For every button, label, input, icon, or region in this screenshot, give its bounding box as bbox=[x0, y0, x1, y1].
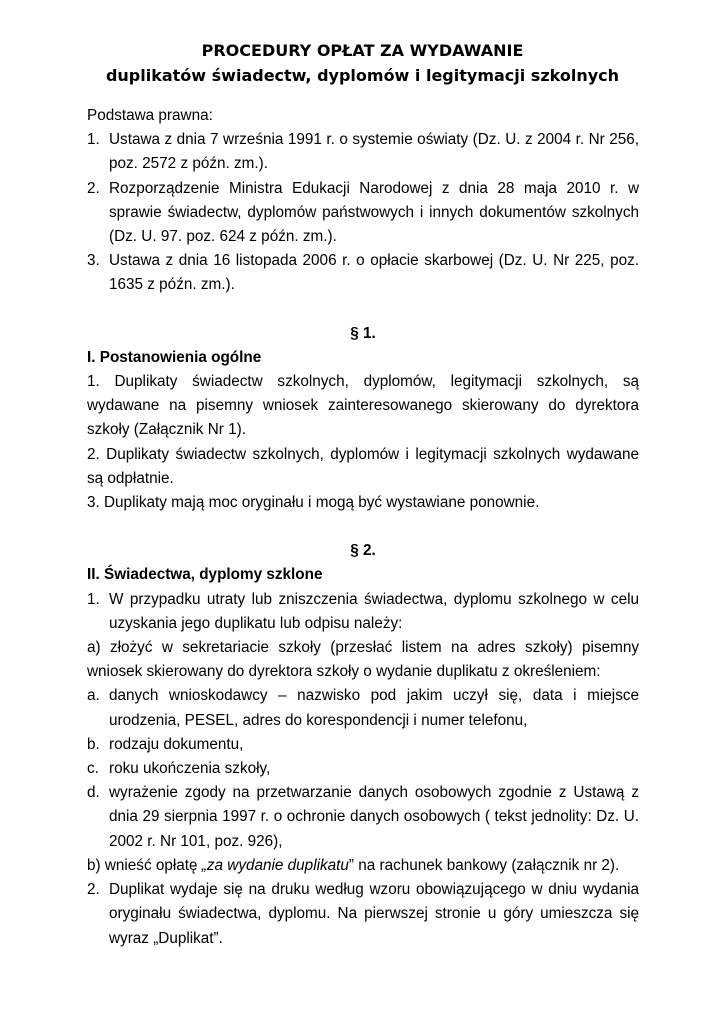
section-1-point-1: 1. Duplikaty świadectw szkolnych, dyplomów, legitymacji szkolnych, są wydawane na pisemny wniosek zainteresowanego skierowany do dyrektora szkoły (Załącznik Nr 1). bbox=[87, 373, 639, 439]
list-number: 3. bbox=[87, 252, 100, 270]
spacer bbox=[87, 515, 639, 539]
list-number: 2. bbox=[87, 179, 100, 197]
section-2-item bbox=[87, 878, 639, 951]
point-b-prefix: b) wnieść opłatę bbox=[87, 856, 202, 874]
list-letter: d. bbox=[87, 784, 100, 802]
sub-item bbox=[87, 781, 639, 854]
list-text: W przypadku utraty lub zniszczenia świadectwa, dyplomu szkolnego w celu uzyskania jego duplikatu lub odpisu należy: bbox=[109, 590, 639, 632]
section-1-point-2: 2. Duplikaty świadectw szkolnych, dyplomów i legitymacji szkolnych wydawane są odpłatnie. bbox=[87, 445, 639, 487]
document-body bbox=[87, 104, 639, 951]
list-number: 1. bbox=[87, 131, 100, 149]
list-text: Duplikat wydaje się na druku według wzoru obowiązującego w dniu wydania oryginału świadectwa, dyplomu. Na pierwszej stronie u góry umieszcza się wyraz „Duplikat”. bbox=[109, 881, 639, 947]
section-2-heading: II. Świadectwa, dyplomy szklone bbox=[87, 566, 323, 584]
list-text: roku ukończenia szkoły, bbox=[109, 760, 271, 778]
legal-basis-item bbox=[87, 177, 639, 250]
point-b-suffix: ” na rachunek bankowy (załącznik nr 2). bbox=[348, 856, 620, 874]
list-letter: b. bbox=[87, 735, 100, 753]
section-2-point-a: a) złożyć w sekretariacie szkoły (przesłać listem na adres szkoły) pisemny wniosek skierowany do dyrektora szkoły o wydanie duplikatu z określeniem: bbox=[87, 639, 639, 681]
section-2-point-b bbox=[87, 854, 639, 878]
section-1-heading: I. Postanowienia ogólne bbox=[87, 348, 262, 366]
point-b-italic: „za wydanie duplikatu bbox=[201, 856, 349, 874]
section-2-paragraph-sign: § 2. bbox=[350, 542, 376, 560]
list-letter: a. bbox=[87, 687, 100, 705]
sub-item bbox=[87, 733, 639, 757]
spacer bbox=[87, 298, 639, 322]
list-letter: c. bbox=[87, 760, 99, 778]
list-text: Rozporządzenie Ministra Edukacji Narodowej z dnia 28 maja 2010 r. w sprawie świadectw, dyplomów państwowych i innych dokumentów szkolnych (Dz. U. 97. poz. 624 z późn. zm.). bbox=[109, 179, 639, 246]
section-2-item bbox=[87, 588, 639, 636]
list-text: wyrażenie zgody na przetwarzanie danych osobowych zgodnie z Ustawą z dnia 29 sierpnia 1997 r. o ochronie danych osobowych ( tekst jednolity: Dz. U. 2002 r. Nr 101, poz. 926), bbox=[109, 784, 639, 850]
list-text: danych wnioskodawcy – nazwisko pod jakim uczył się, data i miejsce urodzenia, PESEL, adres do korespondencji i numer telefonu, bbox=[109, 687, 639, 729]
legal-basis-item bbox=[87, 249, 639, 297]
sub-item bbox=[87, 684, 639, 732]
document-subtitle: duplikatów świadectw, dyplomów i legitymacji szkolnych bbox=[105, 66, 620, 85]
sub-item bbox=[87, 757, 639, 781]
legal-basis-label: Podstawa prawna: bbox=[87, 107, 213, 124]
document-title: PROCEDURY OPŁAT ZA WYDAWANIE bbox=[201, 41, 524, 60]
section-1-point-3: 3. Duplikaty mają moc oryginału i mogą być wystawiane ponownie. bbox=[87, 494, 540, 512]
list-text: Ustawa z dnia 16 listopada 2006 r. o opłacie skarbowej (Dz. U. Nr 225, poz. 1635 z późn. zm.). bbox=[109, 252, 639, 294]
list-text: rodzaju dokumentu, bbox=[109, 735, 244, 753]
list-number: 2. bbox=[87, 881, 100, 899]
section-1-paragraph-sign: § 1. bbox=[350, 324, 376, 342]
legal-basis-item bbox=[87, 128, 639, 176]
list-text: Ustawa z dnia 7 września 1991 r. o systemie oświaty (Dz. U. z 2004 r. Nr 256, poz. 2572 z późn. zm.). bbox=[109, 131, 639, 173]
list-number: 1. bbox=[87, 590, 100, 608]
